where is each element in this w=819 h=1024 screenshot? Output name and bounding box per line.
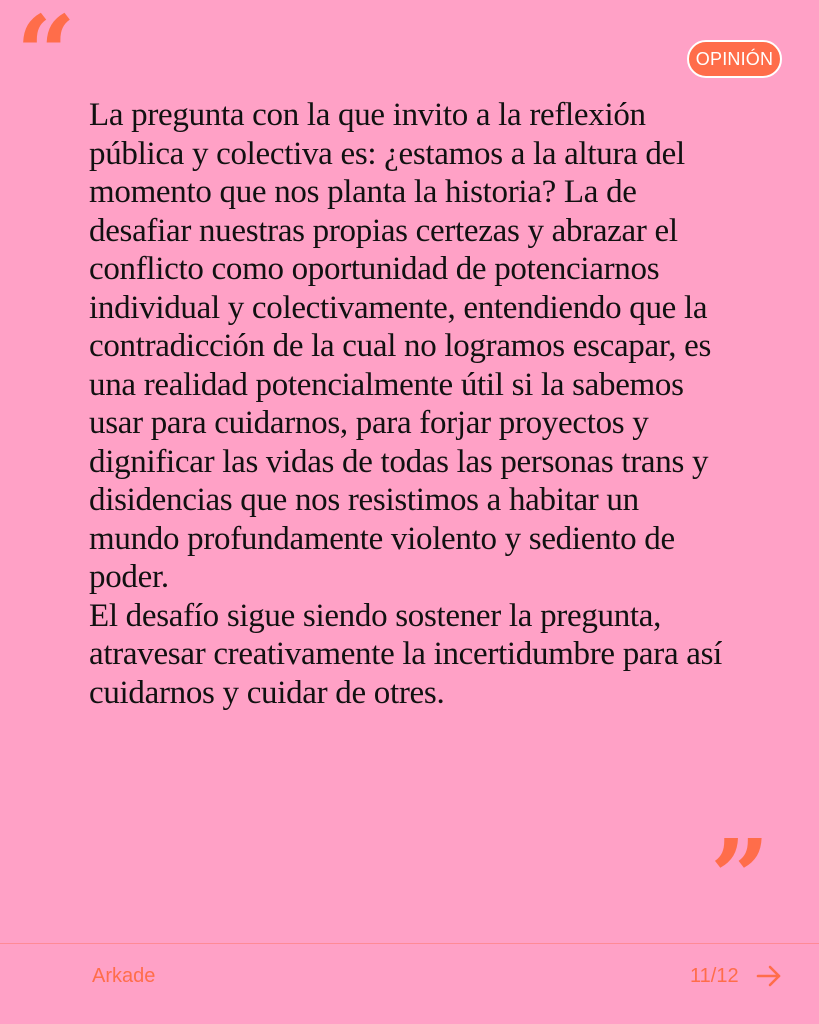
close-quote-icon: ”: [710, 816, 770, 939]
brand-name: Arkade: [92, 965, 156, 987]
category-badge: OPINIÓN: [687, 40, 782, 78]
paragraph-2: El desafío sigue siendo sostener la pregunta, atravesar creativamente la incertidumbre para así cuidarnos y cuidar de otres.: [89, 597, 723, 711]
article-body: [89, 96, 729, 712]
arrow-right-icon[interactable]: [755, 962, 783, 990]
open-quote-icon: “: [16, 0, 76, 115]
page-indicator: 11/12: [690, 965, 739, 987]
footer-divider: [0, 943, 819, 944]
paragraph-1: La pregunta con la que invito a la reflexión pública y colectiva es: ¿estamos a la altura del momento que nos planta la historia? La de desafiar nuestras propias certezas y abrazar el conflicto como oportunidad de potenciarnos individual y colectivamente, entendiendo que la contradicción de la cual no logramos escapar, es una realidad potencialmente útil si la sabemos usar para cuidarnos, para forjar proyectos y dignificar las vidas de todas las personas trans y disidencias que nos resistimos a habitar un mundo profundamente violento y sediento de poder.: [89, 97, 712, 595]
